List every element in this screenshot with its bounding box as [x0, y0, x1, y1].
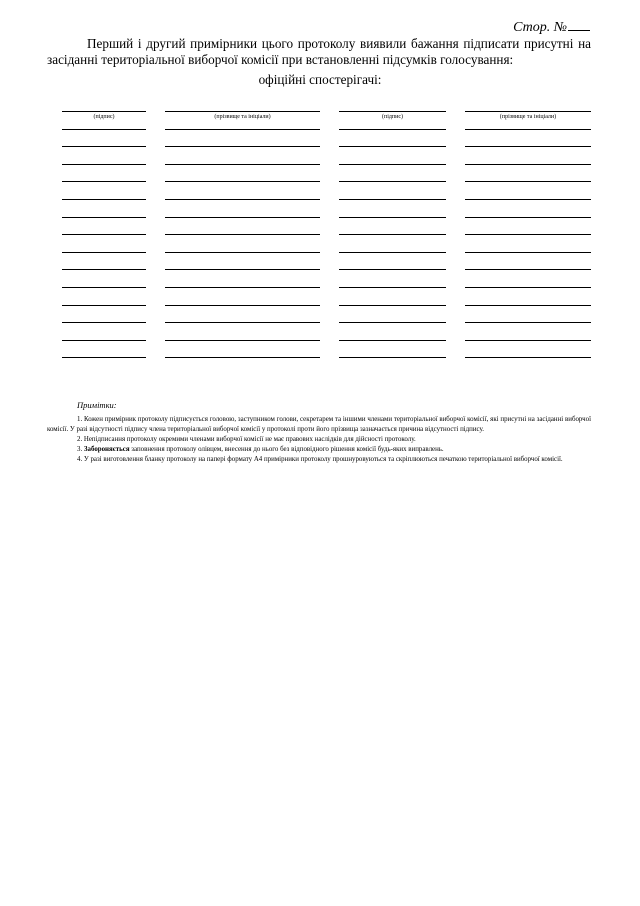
signature-line [62, 111, 146, 112]
note-1: 1. Кожен примірник протоколу підписується головою, заступником голови, секретарем та іншими членами територіальної виборчої комісії, які присутні на засіданні виборчої комісії. У разі відсутності підпису члена територіальної виборчої комісії у протоколі проти його прізвища зазначається причина відсутності підпису. [47, 416, 591, 433]
signature-line [62, 217, 146, 218]
signature-line [465, 146, 591, 147]
signature-line [165, 234, 320, 235]
signature-line [165, 340, 320, 341]
signature-line [165, 287, 320, 288]
signature-line [62, 357, 146, 358]
signature-line [339, 164, 446, 165]
signature-line [339, 305, 446, 306]
signature-line [62, 269, 146, 270]
signature-line [165, 269, 320, 270]
signature-line [339, 199, 446, 200]
signature-line [339, 252, 446, 253]
signature-line [465, 164, 591, 165]
note-3-text: заповнення протоколу олівцем, внесення до нього без відповідного рішення комісії будь-яких виправлень. [129, 446, 444, 453]
signature-line [465, 199, 591, 200]
column-caption: (прізвище та ініціали) [214, 114, 271, 120]
note-3 [47, 445, 591, 455]
signature-line [339, 129, 446, 130]
signature-line [465, 234, 591, 235]
signature-line [465, 111, 591, 112]
signature-line [165, 305, 320, 306]
signature-line [165, 181, 320, 182]
section-title: офіційні спостерігачі: [258, 72, 382, 87]
signature-line [465, 181, 591, 182]
notes-title: Примітки: [77, 400, 117, 410]
signature-line [165, 146, 320, 147]
signature-line [62, 322, 146, 323]
signature-line [339, 217, 446, 218]
signature-line [465, 287, 591, 288]
signature-line [465, 340, 591, 341]
signature-line [165, 357, 320, 358]
note-2: 2. Непідписання протоколу окремими членами виборчої комісії не має правових наслідків для дійсності протоколу. [77, 436, 416, 443]
note-3-bold: Забороняється [83, 446, 130, 453]
signature-line [465, 269, 591, 270]
column-caption: (прізвище та ініціали) [499, 114, 557, 120]
signature-line [339, 322, 446, 323]
signature-line [339, 234, 446, 235]
signature-line [339, 111, 446, 112]
signature-line [62, 129, 146, 130]
signature-line [62, 164, 146, 165]
signature-line [339, 357, 446, 358]
column-caption: (підпис) [93, 114, 115, 120]
signature-line [465, 252, 591, 253]
signature-line [165, 111, 320, 112]
signature-line [465, 217, 591, 218]
signature-line [62, 340, 146, 341]
signature-line [165, 164, 320, 165]
signature-line [62, 146, 146, 147]
signature-line [339, 181, 446, 182]
signature-line [465, 357, 591, 358]
column-caption: (підпис) [381, 114, 403, 120]
signature-line [165, 217, 320, 218]
signature-line [165, 322, 320, 323]
page-number-label: Стор. № [513, 20, 567, 35]
signature-line [465, 305, 591, 306]
signature-line [62, 234, 146, 235]
note-3-number: 3. [77, 446, 84, 453]
signature-line [465, 322, 591, 323]
signature-line [339, 340, 446, 341]
signature-line [62, 305, 146, 306]
intro-text: Перший і другий примірники цього протоколу виявили бажання підписати присутні на засіданні територіальної виборчої комісії при встановленні підсумків голосування [47, 36, 591, 67]
signature-line [339, 287, 446, 288]
signature-line [165, 199, 320, 200]
signature-line [339, 269, 446, 270]
signature-line [465, 129, 591, 130]
signature-line [339, 146, 446, 147]
signature-line [165, 252, 320, 253]
signature-line [62, 252, 146, 253]
signature-line [62, 287, 146, 288]
signature-line [62, 181, 146, 182]
signature-line [62, 199, 146, 200]
notes-section [47, 400, 591, 465]
signature-line [165, 129, 320, 130]
note-4: 4. У разі виготовлення бланку протоколу на папері формату А4 примірники протоколу прошнуровуються та скріплюються печаткою територіальної виборчої комісії. [77, 456, 563, 463]
intro-colon: : [509, 52, 514, 67]
